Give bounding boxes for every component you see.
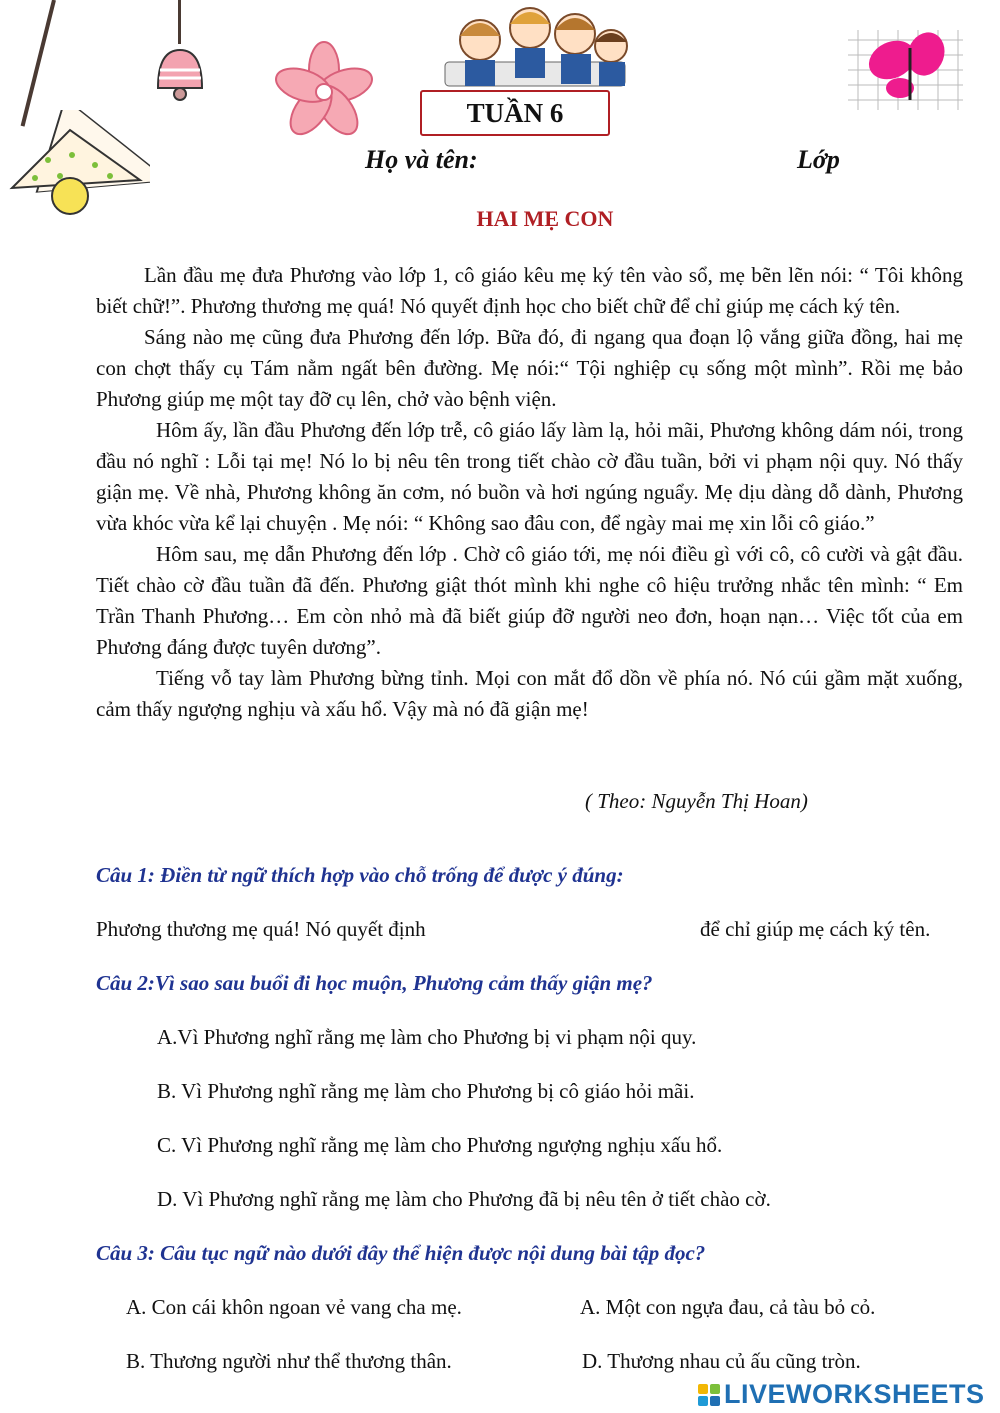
class-label: Lớp <box>797 145 840 174</box>
bell-cord <box>178 0 181 44</box>
question-3-option-d[interactable]: D. Thương nhau củ ấu cũng tròn. <box>582 1349 861 1373</box>
story-source: ( Theo: Nguyễn Thị Hoan) <box>585 789 808 813</box>
week-title: TUẦN 6 <box>420 90 610 136</box>
story-paragraph: Hôm ấy, lần đầu Phương đến lớp trễ, cô giáo lấy làm lạ, hỏi mãi, Phương không dám nói, trong đầu nó nghĩ : Lỗi tại mẹ! Nó lo bị nêu tên trong tiết chào cờ đầu tuần, bởi vi phạm nội quy. Nó thấy giận mẹ. Về nhà, Phương không ăn cơm, nó buồn và hơi ngúng nguẩy. Mẹ dịu dàng dỗ dành, Phương vừa khóc vừa kể lại chuyện . Mẹ nói: “ Không sao đâu con, để ngày mai mẹ xin lỗi cô giáo.” <box>96 418 963 535</box>
question-2-option-d[interactable]: D. Vì Phương nghĩ rằng mẹ làm cho Phương đã bị nêu tên ở tiết chào cờ. <box>157 1187 771 1211</box>
lamp-cord <box>21 0 56 127</box>
liveworksheets-logo <box>698 1379 985 1410</box>
question-3-title: Câu 3: Câu tục ngữ nào dưới đây thể hiện được nội dung bài tập đọc? <box>96 1241 706 1265</box>
story-paragraph: Lần đầu mẹ đưa Phương vào lớp 1, cô giáo kêu mẹ ký tên vào sổ, mẹ bẽn lẽn nói: “ Tôi không biết chữ!”. Phương thương mẹ quá! Nó quyết định học cho biết chữ để chỉ giúp mẹ cách ký tên. <box>96 263 963 318</box>
logo-grid-icon <box>698 1384 720 1406</box>
story-paragraph: Hôm sau, mẹ dẫn Phương đến lớp . Chờ cô giáo tới, mẹ nói điều gì với cô, cô cười và gật đầu. Tiết chào cờ đầu tuần đã đến. Phương giật thót mình khi nghe cô hiệu trưởng nhắc tên mình: “ Em Trần Thanh Phương… Em còn nhỏ mà đã biết giúp đỡ người neo đơn, hoạn nạn… Việc tốt của em Phương đáng được tuyên dương”. <box>96 542 963 659</box>
bell-icon <box>150 40 210 105</box>
question-2-option-b[interactable]: B. Vì Phương nghĩ rằng mẹ làm cho Phương bị cô giáo hỏi mãi. <box>157 1079 695 1103</box>
flower-icon <box>272 40 377 145</box>
question-1-left-text: Phương thương mẹ quá! Nó quyết định <box>96 917 426 941</box>
question-2-title: Câu 2:Vì sao sau buổi đi học muộn, Phương cảm thấy giận mẹ? <box>96 971 653 995</box>
story-paragraph: Sáng nào mẹ cũng đưa Phương đến lớp. Bữa đó, đi ngang qua đoạn lộ vắng giữa đồng, hai mẹ con chợt thấy cụ Tám nằm ngất bên đường. Mẹ nói:“ Tội nghiệp cụ sống một mình”. Rồi mẹ bảo Phương giúp mẹ một tay đỡ cụ lên, chở vào bệnh viện. <box>96 325 963 411</box>
question-3-option-a2[interactable]: A. Một con ngựa đau, cả tàu bỏ cỏ. <box>580 1295 876 1319</box>
question-2-option-a[interactable]: A.Vì Phương nghĩ rằng mẹ làm cho Phương bị vi phạm nội quy. <box>157 1025 697 1049</box>
story-body <box>96 260 963 725</box>
children-icon <box>425 2 640 88</box>
question-1-title: Câu 1: Điền từ ngữ thích hợp vào chỗ trống để được ý đúng: <box>96 863 624 887</box>
question-3-option-a1[interactable]: A. Con cái khôn ngoan vẻ vang cha mẹ. <box>126 1295 462 1319</box>
question-1-right-text: để chỉ giúp mẹ cách ký tên. <box>700 917 931 941</box>
story-paragraph: Tiếng vỗ tay làm Phương bừng tỉnh. Mọi con mắt đổ dồn về phía nó. Nó cúi gầm mặt xuống, cảm thấy ngượng nghịu và xấu hổ. Vậy mà nó đã giận mẹ! <box>96 666 963 721</box>
question-1-blank[interactable] <box>470 917 692 945</box>
butterfly-icon <box>848 30 963 110</box>
name-label: Họ và tên: <box>365 145 478 174</box>
story-title: HAI MẸ CON <box>476 206 614 231</box>
question-2-option-c[interactable]: C. Vì Phương nghĩ rằng mẹ làm cho Phương ngượng nghịu xấu hổ. <box>157 1133 723 1157</box>
logo-text: LIVEWORKSHEETS <box>724 1379 985 1409</box>
question-3-option-b[interactable]: B. Thương người như thể thương thân. <box>126 1349 452 1373</box>
